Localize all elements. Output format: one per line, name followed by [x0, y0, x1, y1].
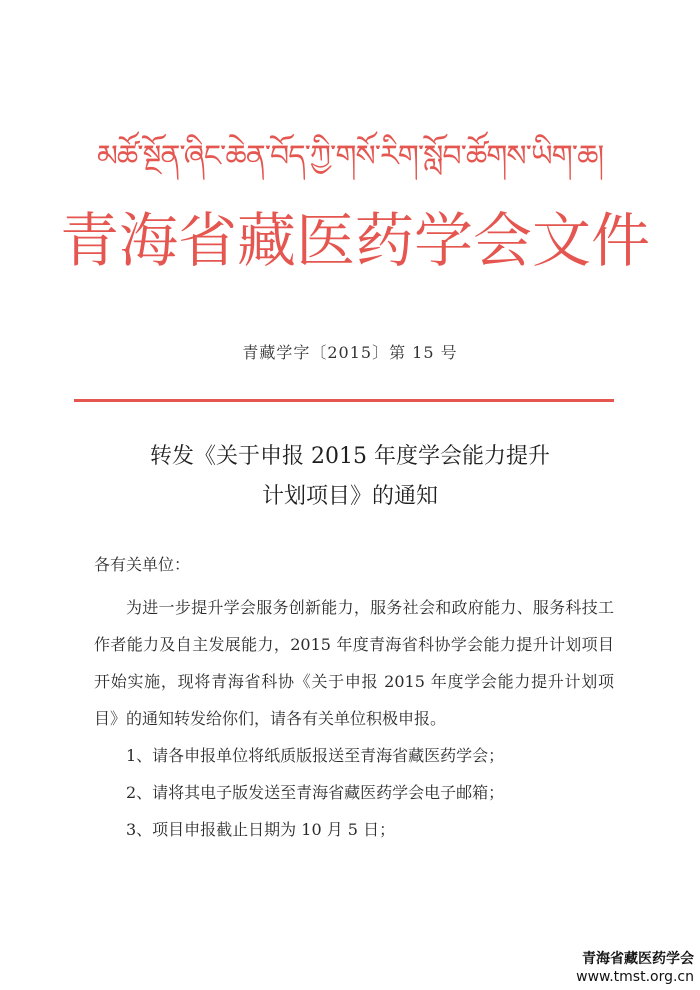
- list-item: 1、请各申报单位将纸质版报送至青海省藏医药学会；: [126, 746, 505, 765]
- org-title: 青海省藏医药学会文件: [60, 206, 651, 275]
- document-number: 青藏学字〔2015〕第 15 号: [242, 343, 458, 362]
- notice-title: [80, 437, 620, 517]
- list-item: 2、请将其电子版发送至青海省藏医药学会电子邮箱；: [126, 783, 505, 802]
- notice-title-line-2: 计划项目》的通知: [261, 484, 438, 509]
- watermark-name: 青海省藏医药学会: [582, 951, 694, 967]
- list-item: 3、项目申报截止日期为 10 月 5 日；: [126, 820, 396, 839]
- red-divider: [74, 399, 614, 402]
- tibetan-header: མཚོ་སྔོན་ཞིང་ཆེན་བོད་ཀྱི་གསོ་རིག་སློབ་ཚོགས་ཡིག་ཆ།: [96, 139, 604, 174]
- site-watermark: [576, 950, 694, 986]
- watermark-url: www.tmst.org.cn: [576, 969, 694, 985]
- salutation: 各有关单位：: [94, 555, 191, 574]
- notice-title-line-1: 转发《关于申报 2015 年度学会能力提升: [150, 444, 550, 469]
- body-paragraph: 为进一步提升学会服务创新能力，服务社会和政府能力、服务科技工作者能力及自主发展能力，2015 年度青海省科协学会能力提升计划项目开始实施，现将青海省科协《关于申报 2015 年度学会能力提升计划项目》的通知转发给你们，请各有关单位积极申报。: [94, 598, 614, 728]
- notice-body: [94, 546, 614, 848]
